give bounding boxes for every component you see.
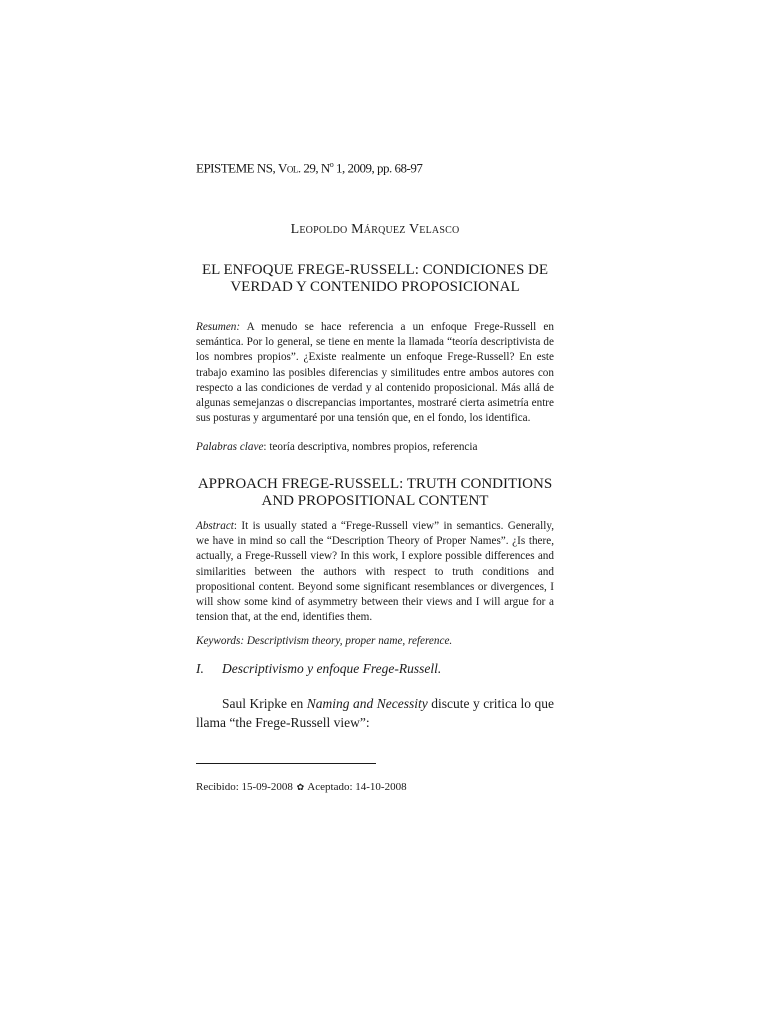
volume-number: . 29, N [297, 160, 330, 176]
received-date: Recibido: 15-09-2008 [196, 781, 296, 793]
english-title [196, 476, 554, 510]
section-title: Descriptivismo y enfoque Frege-Russell. [222, 661, 442, 676]
palabras-clave-label: Palabras clave [196, 441, 264, 453]
book-title: Naming and Necessity [306, 696, 428, 711]
issue-pages: 1, 2009, pp. 68-97 [333, 160, 423, 176]
number-superscript: o [329, 160, 334, 169]
palabras-clave-text: : teoría descriptiva, nombres propios, referencia [263, 441, 478, 453]
abstract-text: : It is usually stated a “Frege-Russell view” in semantics. Generally, we have in mind so call the “Description Theory of Proper Names”. ¿Is there, actually, a Frege-Russell view? In this work, I explore possible differences and similarities between the authors with respect to truth conditions and propositional content. Beyond some significant resemblances or divergences, I will show some kind of asymmetry between their views and I will argue for a tension that, at the end, identifies them. [196, 520, 554, 624]
english-abstract [196, 519, 554, 625]
spanish-title [196, 262, 554, 296]
english-title-line-1: APPROACH FREGE-RUSSELL: TRUTH CONDITIONS [197, 476, 553, 492]
author-name: Leopoldo Márquez Velasco [290, 222, 460, 237]
body-text-start: Saul Kripke en [222, 696, 307, 711]
body-text-end: discute y critica lo que llama “the Frege-Russell view”: [196, 696, 554, 730]
section-number: I. [196, 661, 204, 676]
volume-label: Vol [277, 160, 298, 176]
spanish-title-line-2: VERDAD Y CONTENIDO PROPOSICIONAL [230, 279, 520, 295]
body-paragraph [196, 694, 554, 732]
english-title-line-2: AND PROPOSITIONAL CONTENT [261, 493, 489, 509]
section-heading [196, 661, 554, 677]
spanish-abstract [196, 320, 554, 426]
journal-page [196, 0, 554, 1024]
abstract-label: Abstract [196, 520, 234, 532]
footnote-divider [196, 763, 376, 764]
journal-header: EPISTEME NS, Vol. 29, $N^o$ 1, 2009, pp. 68-97 [196, 160, 423, 176]
spanish-title-line-1: EL ENFOQUE FREGE-RUSSELL: CONDICIONES DE [201, 262, 549, 278]
resumen-text: A menudo se hace referencia a un enfoque Frege-Russell en semántica. Por lo general, se tiene en mente la llamada “teoría descriptivista de los nombres propios”. ¿Existe realmente un enfoque Frege-Russell? En este trabajo examino las posibles diferencias y similitudes entre ambos autores con respecto a las condiciones de verdad y al contenido proposicional. Más allá de algunas semejanzas o discrepancias importantes, mostraré cierta asimetría entre sus posturas y argumentaré por una tensión que, en el fondo, los identifica. [196, 321, 554, 425]
accepted-date: Aceptado: 14-10-2008 [305, 781, 407, 793]
journal-name: EPISTEME NS [196, 160, 273, 176]
flower-dingbat-icon: ✿ [296, 783, 305, 793]
resumen-label: Resumen: [196, 321, 241, 333]
english-keywords: Keywords: Descriptivism theory, proper name, reference. [196, 635, 453, 647]
spanish-keywords [196, 440, 554, 455]
footnote-dates [196, 781, 554, 793]
